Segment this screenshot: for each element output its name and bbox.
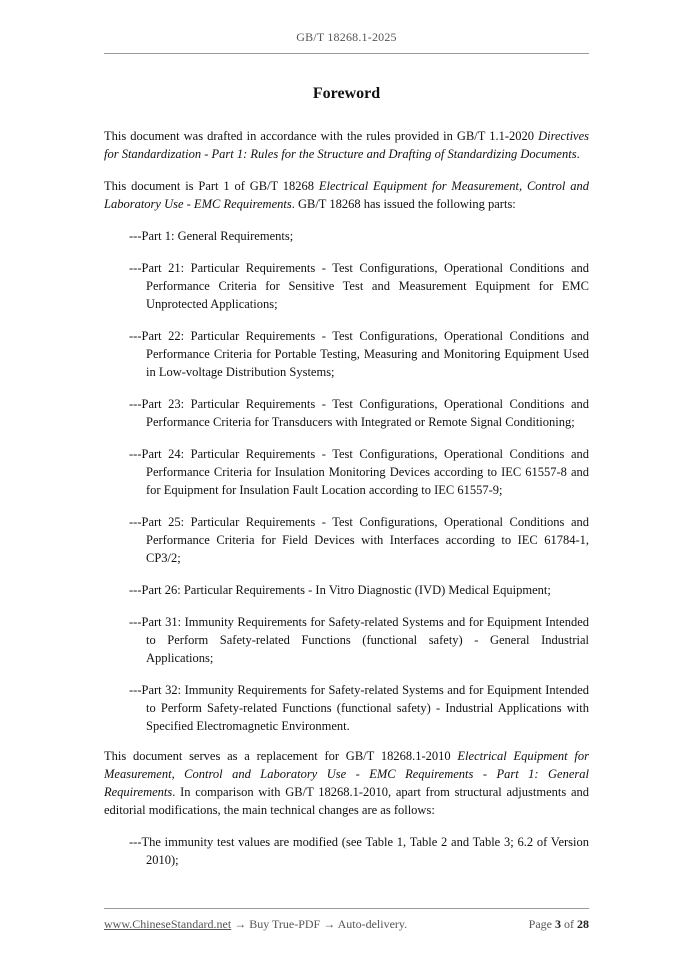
series-text: This document is Part 1 of GB/T 18268: [104, 179, 319, 193]
list-item: ---Part 1: General Requirements;: [129, 229, 294, 243]
document-body: [104, 127, 589, 883]
list-item: ---Part 26: Particular Requirements - In Vitro Diagnostic (IVD) Medical Equipment;: [129, 583, 551, 597]
list-item: ---Part 25: Particular Requirements - Test Configurations, Operational Conditions and Performance Criteria for Field Devices with Interfaces according to IEC 61784-1, CP3/2;: [129, 515, 589, 565]
series-cited-title: Electrical Equipment for Measurement, Control and Laboratory Use - EMC Requirements: [104, 179, 589, 211]
of-label: of: [561, 917, 577, 931]
page-title: Foreword: [312, 85, 381, 102]
intro-end: .: [576, 147, 580, 161]
series-end: . GB/T 18268 has issued the following parts:: [291, 197, 516, 211]
page-label: Page: [528, 917, 555, 931]
list-item: ---Part 21: Particular Requirements - Test Configurations, Operational Conditions and Performance Criteria for Sensitive Test and Measurement Equipment for EMC Unprotected Applications;: [129, 261, 589, 311]
list-item: ---Part 32: Immunity Requirements for Safety-related Systems and for Equipment Intended to Perform Safety-related Functions (functional safety) - Industrial Applications with Specified Electromagnetic Environment.: [129, 683, 589, 733]
series-paragraph: [104, 177, 589, 213]
replacement-cited-title: Electrical Equipment for Measurement, Control and Laboratory Use - EMC Requirements - Part 1: General Requirements: [104, 749, 589, 799]
change-item: ---The immunity test values are modified (see Table 1, Table 2 and Table 3; 6.2 of Version 2010);: [129, 835, 589, 867]
arrow-icon: →: [320, 917, 338, 931]
page-indicator: [529, 917, 589, 932]
replacement-end: . In comparison with GB/T 18268.1-2010, apart from structural adjustments and editorial modifications, the main technical changes are as follows:: [104, 785, 589, 817]
list-item: ---Part 31: Immunity Requirements for Safety-related Systems and for Equipment Intended to Perform Safety-related Functions (functional safety) - General Industrial Applications;: [129, 615, 589, 665]
footer-divider: [104, 908, 589, 909]
replacement-paragraph: [104, 747, 589, 819]
page-number: 3: [555, 917, 561, 931]
running-header: GB/T 18268.1-2025: [296, 30, 397, 44]
delivery-text: Auto-delivery.: [337, 917, 408, 931]
page-total: 28: [577, 917, 589, 931]
list-item: ---Part 24: Particular Requirements - Test Configurations, Operational Conditions and Performance Criteria for Insulation Monitoring Devices according to IEC 61557-8 and for Equipment for Insulation Fault Location according to IEC 61557-9;: [129, 447, 589, 497]
buy-text: Buy True-PDF: [249, 917, 321, 931]
header-divider: [104, 53, 589, 54]
intro-paragraph: [104, 127, 589, 163]
intro-cited-title: Directives for Standardization - Part 1: Rules for the Structure and Drafting of Standardizing Documents: [104, 129, 589, 161]
site-link[interactable]: www.ChineseStandard.net: [104, 917, 232, 931]
intro-text: This document was drafted in accordance with the rules provided in GB/T 1.1-2020: [104, 129, 539, 143]
list-item: ---Part 23: Particular Requirements - Test Configurations, Operational Conditions and Performance Criteria for Transducers with Integrated or Remote Signal Conditioning;: [129, 397, 589, 429]
arrow-icon: →: [231, 917, 250, 931]
list-item: ---Part 22: Particular Requirements - Test Configurations, Operational Conditions and Performance Criteria for Portable Testing, Measuring and Monitoring Equipment Used in Low-voltage Distribution Systems;: [129, 329, 589, 379]
replacement-text: This document serves as a replacement for GB/T 18268.1-2010: [104, 749, 458, 763]
page-footer: [104, 917, 589, 932]
